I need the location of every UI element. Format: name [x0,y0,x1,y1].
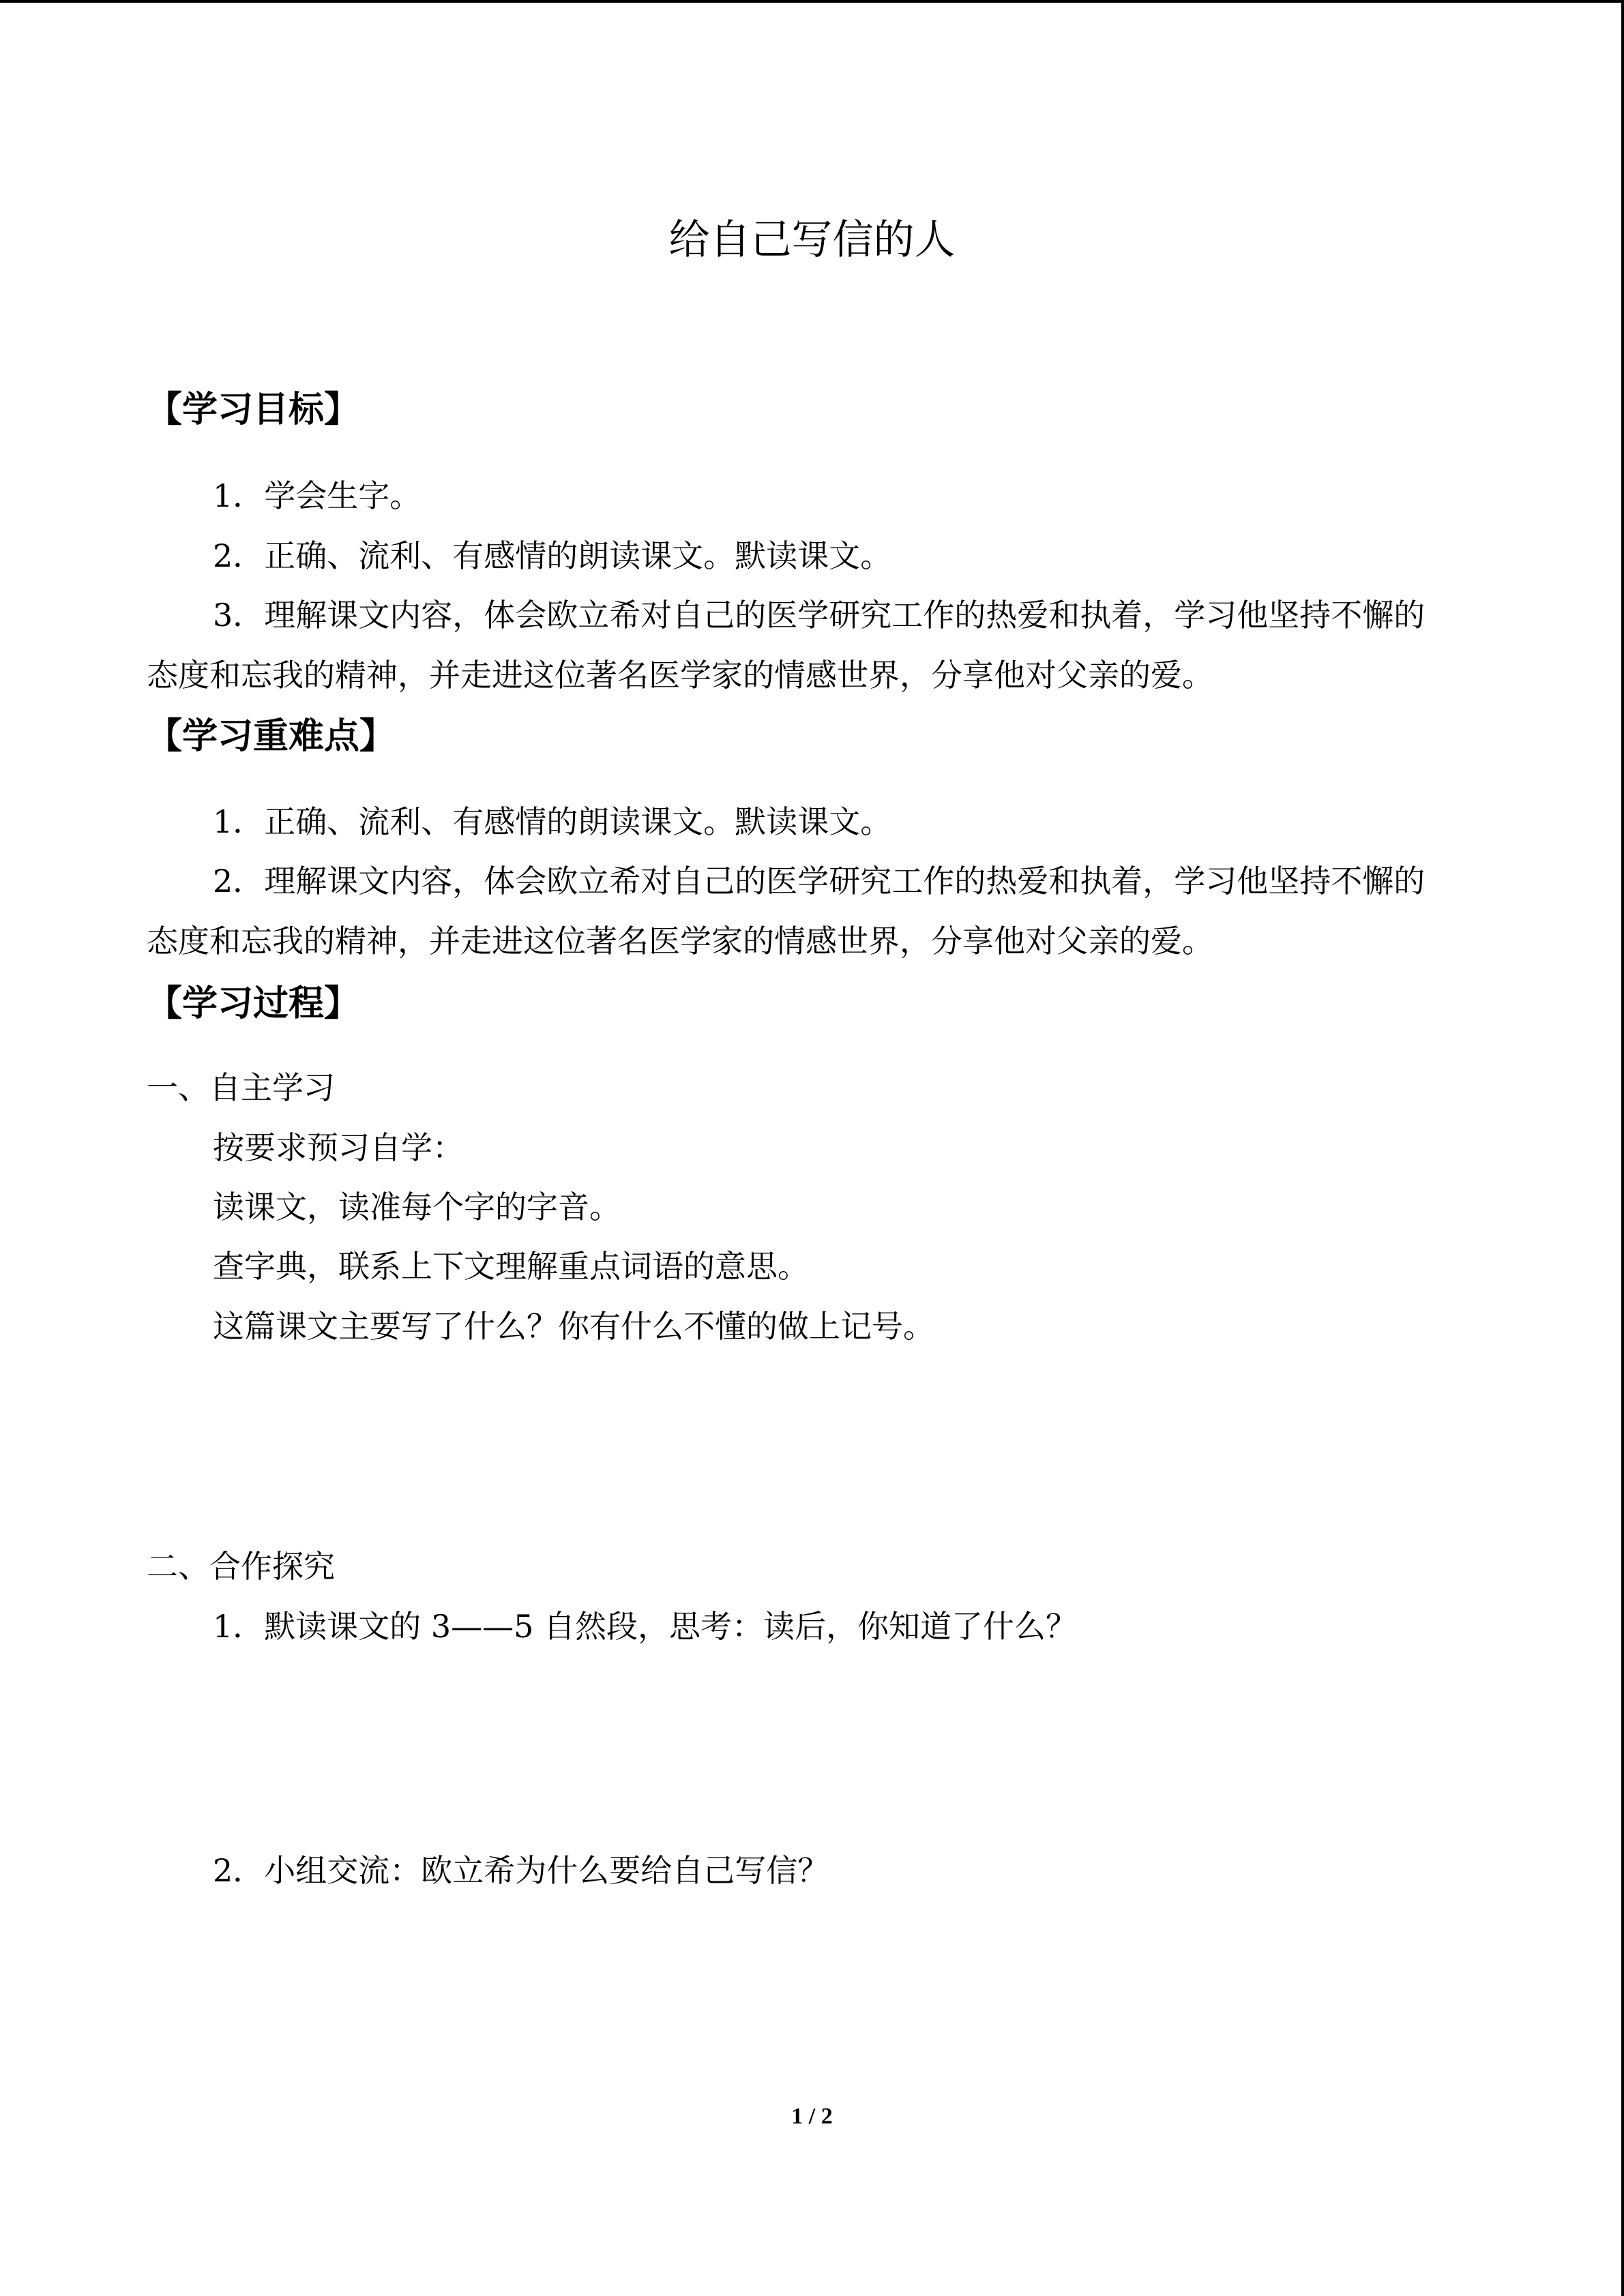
self-study-line-4: 这篇课文主要写了什么？你有什么不懂的做上记号。 [213,1308,934,1345]
key-points-heading: 【学习重难点】 [147,716,396,757]
inquiry-question-2: 2．小组交流：欧立希为什么要给自己写信？ [213,1852,829,1889]
self-study-line-1: 按要求预习自学： [213,1129,464,1166]
key-point-item-2-continued: 态度和忘我的精神，并走进这位著名医学家的情感世界，分享他对父亲的爱。 [147,923,1213,959]
self-study-line-3: 查字典，联系上下文理解重点词语的意思。 [213,1248,809,1285]
objective-item-2: 2．正确、流利、有感情的朗读课文。默读课文。 [213,537,892,574]
cooperative-inquiry-title: 二、合作探究 [147,1548,335,1585]
document-title: 给自己写信的人 [668,216,956,264]
page-number: 1 / 2 [791,2104,833,2129]
page-right-border [1621,0,1624,2296]
objective-item-3: 3．理解课文内容，体会欧立希对自己的医学研究工作的热爱和执着，学习他坚持不懈的 [213,597,1426,633]
key-point-item-1: 1．正确、流利、有感情的朗读课文。默读课文。 [213,803,892,840]
page-top-border [0,0,1624,3]
objective-item-1: 1．学会生字。 [213,477,422,514]
self-study-title: 一、自主学习 [147,1069,335,1106]
objective-item-3-continued: 态度和忘我的精神，并走进这位著名医学家的情感世界，分享他对父亲的爱。 [147,657,1213,694]
objectives-heading: 【学习目标】 [147,389,360,430]
key-point-item-2: 2．理解课文内容，体会欧立希对自己的医学研究工作的热爱和执着，学习他坚持不懈的 [213,863,1426,899]
inquiry-question-1: 1．默读课文的 3——5 自然段，思考：读后，你知道了什么？ [213,1608,1078,1645]
self-study-line-2: 读课文，读准每个字的字音。 [213,1189,621,1225]
process-heading: 【学习过程】 [147,983,360,1024]
